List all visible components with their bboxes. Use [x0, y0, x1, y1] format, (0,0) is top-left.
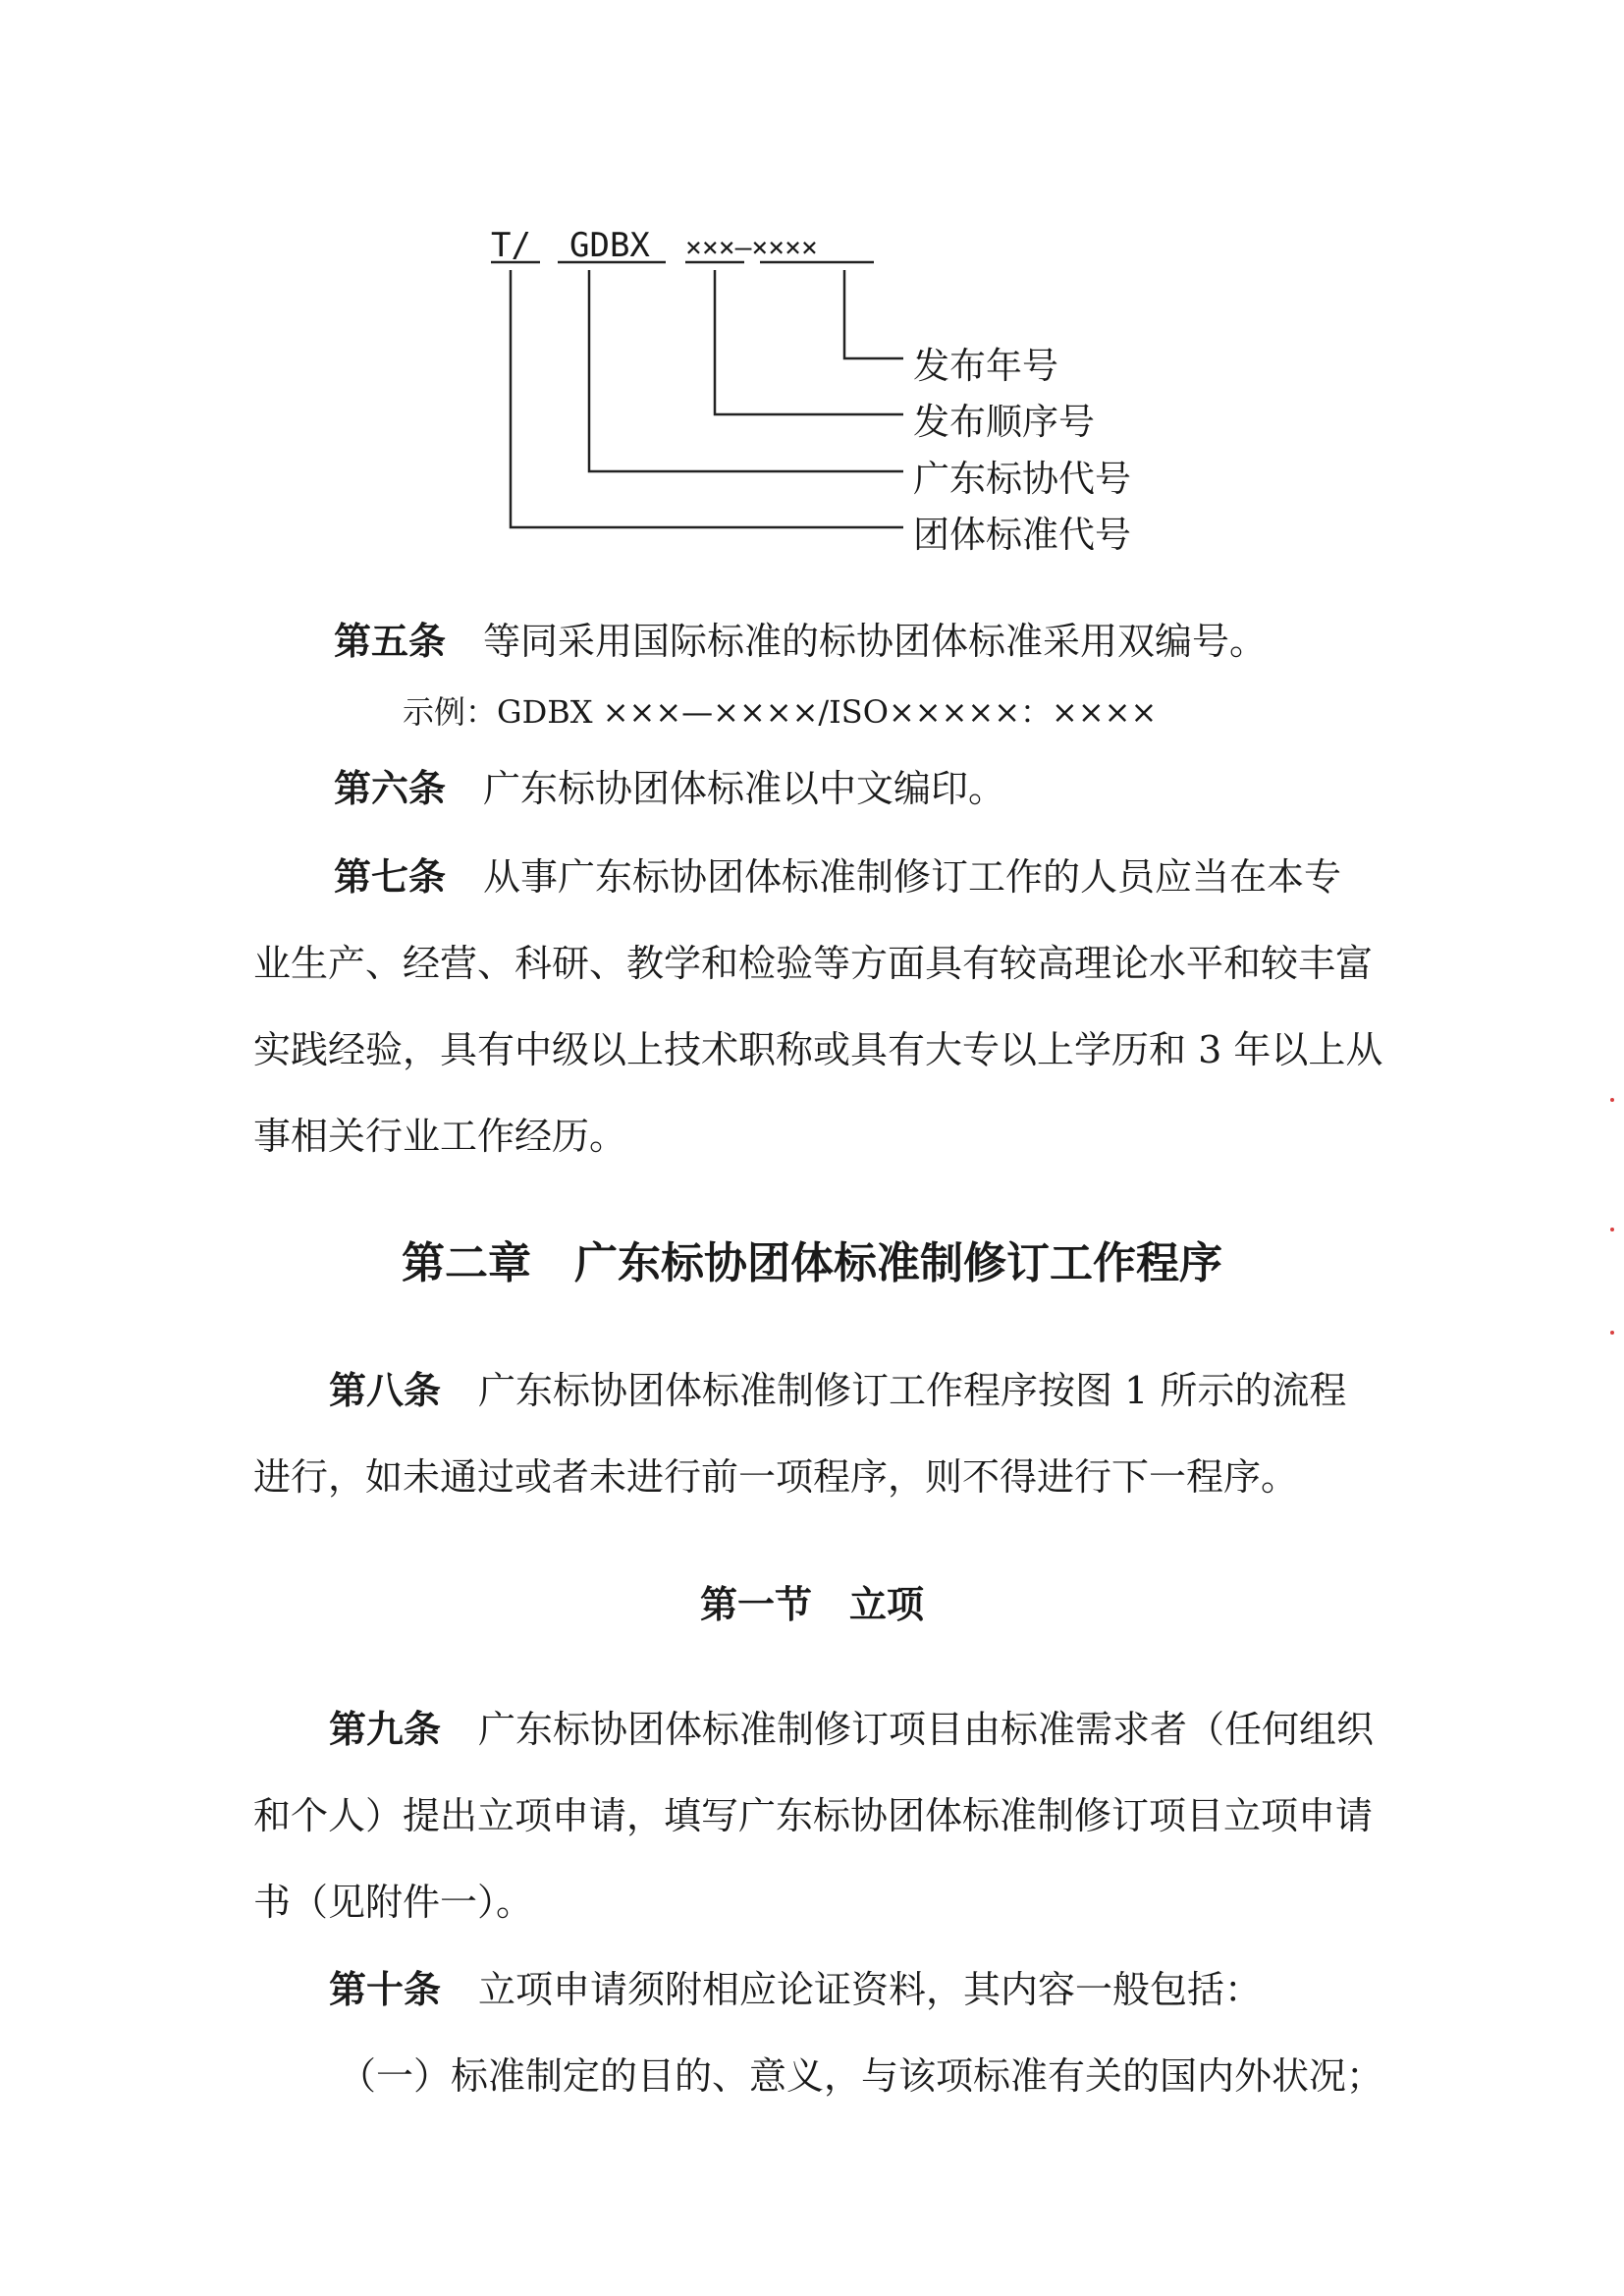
label-publish-year: 发布年号 [913, 345, 1058, 387]
numbering-diagram [461, 211, 1208, 565]
scan-mark [1610, 1228, 1614, 1231]
label-group-standard-code: 团体标准代号 [913, 514, 1131, 556]
article-10 [329, 1959, 1458, 2013]
article-label: 第九条 [329, 1708, 442, 1751]
list-item-1: （一）标准制定的目的、意义，与该项标准有关的国内外状况； [339, 2054, 1384, 2098]
article-9-line-2: 和个人）提出立项申请，填写广东标协团体标准制修订项目立项申请 [253, 1794, 1374, 1837]
section-heading: 第一节 立项 [699, 1583, 924, 1626]
article-text: 广东标协团体标准制修订项目由标准需求者（任何组织 [478, 1708, 1375, 1751]
chapter-heading: 第二章 广东标协团体标准制修订工作程序 [402, 1238, 1222, 1288]
article-text: 广东标协团体标准制修订工作程序按图 1 所示的流程 [478, 1369, 1347, 1412]
article-5 [334, 611, 1463, 665]
code-org: GDBX [569, 226, 650, 265]
article-text: 从事广东标协团体标准制修订工作的人员应当在本专 [483, 855, 1342, 899]
article-text: 等同采用国际标准的标协团体标准采用双编号。 [483, 620, 1268, 663]
article-8-line-2: 进行，如未通过或者未进行前一项程序，则不得进行下一程序。 [253, 1455, 1299, 1499]
article-label: 第五条 [334, 620, 447, 663]
article-7-line-4: 事相关行业工作经历。 [253, 1115, 627, 1158]
label-publish-order: 发布顺序号 [913, 401, 1095, 443]
article-7-line-3: 实践经验，具有中级以上技术职称或具有大专以上学历和 3 年以上从 [253, 1028, 1383, 1071]
article-7-line-2: 业生产、经营、科研、教学和检验等方面具有较高理论水平和较丰富 [253, 942, 1374, 985]
example-line: 示例：GDBX ×××—××××/ISO×××××：×××× [403, 693, 1158, 731]
article-6 [334, 758, 1463, 812]
article-8-line-1 [329, 1360, 1458, 1414]
article-9-line-1 [329, 1699, 1458, 1753]
article-label: 第八条 [329, 1369, 442, 1412]
scan-mark [1610, 1331, 1614, 1335]
article-label: 第七条 [334, 855, 447, 899]
scan-mark [1610, 1098, 1614, 1102]
label-gd-association-code: 广东标协代号 [913, 458, 1131, 500]
article-7-line-1 [334, 847, 1463, 901]
code-serial: ×××—×××× [685, 231, 818, 263]
article-9-line-3: 书（见附件一）。 [253, 1881, 534, 1924]
code-prefix: T/ [491, 226, 531, 265]
article-text: 广东标协团体标准以中文编印。 [483, 767, 1006, 810]
article-label: 第六条 [334, 767, 447, 810]
article-label: 第十条 [329, 1968, 442, 2011]
article-text: 立项申请须附相应论证资料，其内容一般包括： [478, 1968, 1263, 2011]
